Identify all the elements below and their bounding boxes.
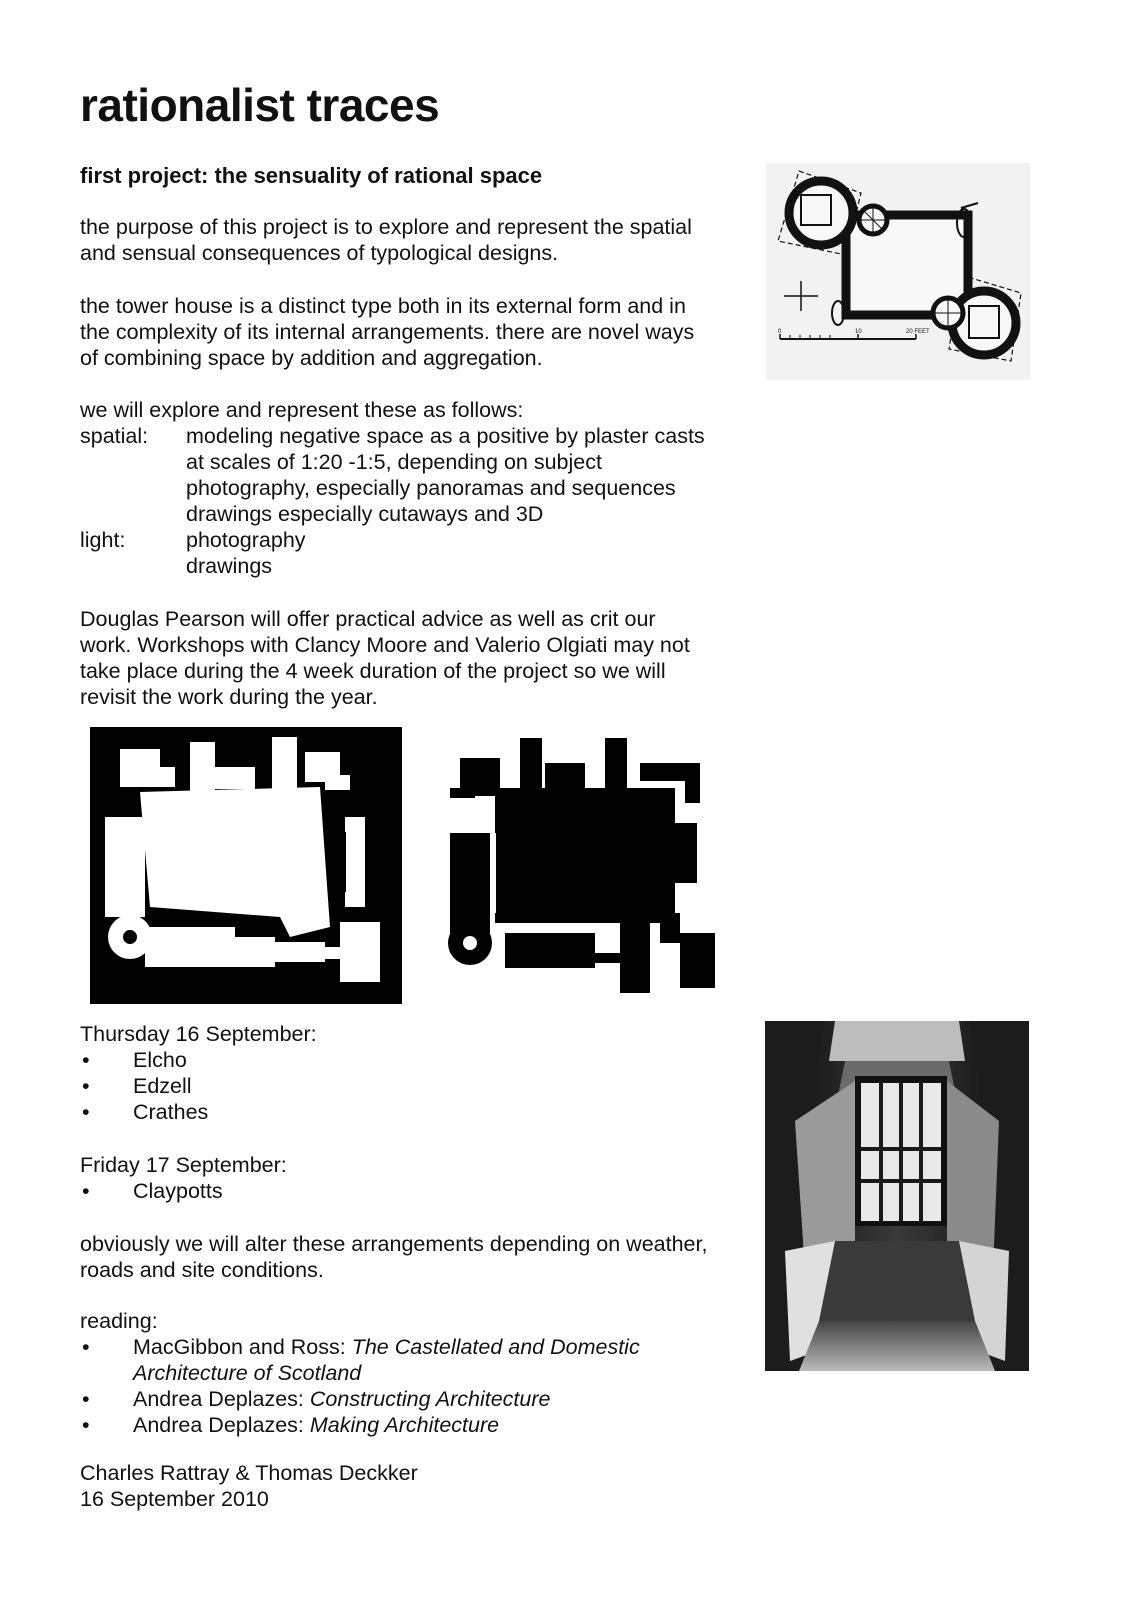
tower-line: the tower house is a distinct type both in its external form and in — [80, 294, 686, 318]
spatial-item: drawings especially cutaways and 3D — [186, 502, 544, 526]
advice-line: Douglas Pearson will offer practical advice as well as crit our — [80, 607, 656, 631]
tower-line: of combining space by addition and aggregation. — [80, 346, 543, 370]
scale-label: 0 — [778, 329, 782, 335]
conditions-line: obviously we will alter these arrangements depending on weather, — [80, 1232, 708, 1256]
scale-label: 20 FEET — [906, 329, 930, 335]
bullet-symbol: • — [82, 1387, 90, 1411]
figure-ground-plan-space — [430, 733, 732, 998]
advice-paragraph — [80, 606, 760, 710]
light-item: photography — [186, 528, 306, 552]
advice-line: work. Workshops with Clancy Moore and Valerio Olgiati may not — [80, 633, 690, 657]
figure-ground-plan-walls — [90, 727, 402, 1004]
signature-block — [80, 1460, 760, 1512]
site-name: Edzell — [133, 1074, 192, 1098]
reading-title: Architecture of Scotland — [133, 1361, 362, 1385]
bullet-symbol: • — [82, 1048, 90, 1072]
bullet-symbol: • — [82, 1413, 90, 1437]
spatial-label: spatial: — [80, 424, 149, 448]
intro-paragraph — [80, 214, 760, 266]
spatial-item: modeling negative space as a positive by plaster casts — [186, 424, 705, 448]
tower-line: the complexity of its internal arrangements. there are novel ways — [80, 320, 695, 344]
schedule-day2: Friday 17 September: — [80, 1153, 287, 1177]
bullet-symbol: • — [82, 1179, 90, 1203]
scale-label: 10 — [855, 329, 862, 335]
project-subtitle: first project: the sensuality of rational space — [80, 163, 543, 188]
explore-lead: we will explore and represent these as follows: — [80, 398, 524, 422]
reading-title: The Castellated and Domestic — [351, 1335, 640, 1359]
castle-plan-figure — [766, 163, 1030, 380]
reading-title: Making Architecture — [309, 1413, 500, 1437]
page-title: rationalist traces — [80, 79, 440, 131]
tower-paragraph — [80, 293, 760, 371]
reading-author: MacGibbon and Ross: — [133, 1335, 352, 1359]
conditions-line: roads and site conditions. — [80, 1258, 324, 1282]
site-name: Claypotts — [133, 1179, 223, 1203]
reading-author: Andrea Deplazes: — [133, 1387, 310, 1411]
signature-authors: Charles Rattray & Thomas Deckker — [80, 1461, 418, 1485]
signature-date: 16 September 2010 — [80, 1487, 269, 1511]
reading-title: Constructing Architecture — [309, 1387, 551, 1411]
schedule-day1: Thursday 16 September: — [80, 1022, 317, 1046]
light-label: light: — [80, 528, 126, 552]
advice-line: take place during the 4 week duration of the project so we will — [80, 659, 666, 683]
spatial-item: at scales of 1:20 -1:5, depending on subject — [186, 450, 602, 474]
spatial-item: photography, especially panoramas and sequences — [186, 476, 676, 500]
reading-heading: reading: — [80, 1309, 158, 1333]
intro-line: and sensual consequences of typological designs. — [80, 241, 559, 265]
site-name: Crathes — [133, 1100, 209, 1124]
bullet-symbol: • — [82, 1335, 90, 1359]
light-item: drawings — [186, 554, 273, 578]
bullet-symbol: • — [82, 1074, 90, 1098]
advice-line: revisit the work during the year. — [80, 685, 378, 709]
window-photo-figure — [765, 1021, 1029, 1371]
bullet-symbol: • — [82, 1100, 90, 1124]
site-name: Elcho — [133, 1048, 187, 1072]
conditions-paragraph — [80, 1231, 760, 1283]
reading-author: Andrea Deplazes: — [133, 1413, 310, 1437]
intro-line: the purpose of this project is to explore and represent the spatial — [80, 215, 692, 239]
